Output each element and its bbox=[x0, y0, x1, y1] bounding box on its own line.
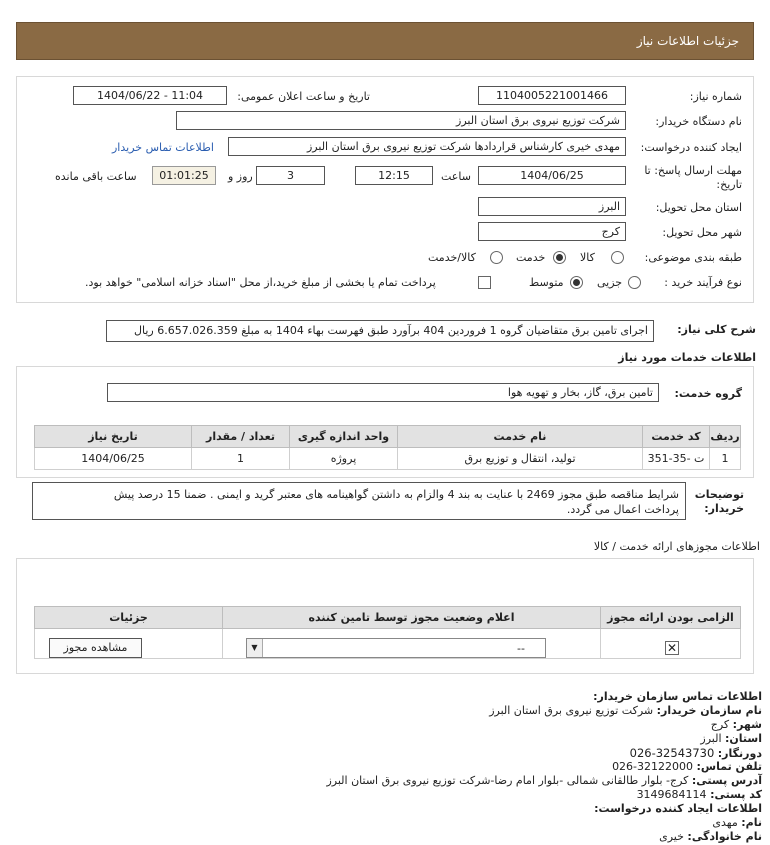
contact-province-line bbox=[700, 732, 762, 745]
category-service-label: خدمت bbox=[516, 251, 546, 264]
treasury-text: پرداخت تمام یا بخشی از مبلغ خرید،از محل "اسناد خزانه اسلامی" خواهد بود. bbox=[85, 276, 436, 289]
province-label: استان محل تحویل: bbox=[655, 201, 742, 214]
row-number: 1 bbox=[710, 448, 741, 470]
col-permit-required: الزامی بودن ارائه مجوز bbox=[601, 607, 741, 629]
process-minor-label: جزیی bbox=[597, 276, 623, 289]
services-table bbox=[34, 425, 741, 470]
description-label: شرح کلی نیاز: bbox=[677, 323, 756, 336]
creator-last-name-value: خیری bbox=[659, 830, 684, 843]
buyer-contact-link[interactable]: اطلاعات تماس خریدار bbox=[112, 141, 214, 154]
col-permit-status: اعلام وضعیت مجوز توسط تامین کننده bbox=[223, 607, 601, 629]
contact-city-label: شهر: bbox=[732, 718, 762, 731]
description-field: اجرای تامین برق متقاضیان گروه 1 فروردین 404 برآورد طبق فهرست بهاء 1404 به مبلغ 6.657.026.359 ریال bbox=[106, 320, 654, 342]
announce-label: تاریخ و ساعت اعلان عمومی: bbox=[237, 90, 370, 103]
days-field: 3 bbox=[256, 166, 325, 185]
contact-address-label: آدرس پستی: bbox=[691, 774, 762, 787]
process-label: نوع فرآیند خرید : bbox=[664, 276, 742, 289]
col-row: ردیف bbox=[710, 426, 741, 448]
remaining-time-field: 01:01:25 bbox=[152, 166, 216, 185]
province-field: البرز bbox=[478, 197, 626, 216]
process-medium-label: متوسط bbox=[529, 276, 564, 289]
requester-label: ایجاد کننده درخواست: bbox=[640, 141, 742, 154]
creator-title: اطلاعات ایجاد کننده درخواست: bbox=[594, 802, 762, 815]
announce-field: 1404/06/22 - 11:04 bbox=[73, 86, 227, 105]
service-group-field: تامین برق، گاز، بخار و تهویه هوا bbox=[107, 383, 659, 402]
creator-last-name-line bbox=[659, 830, 762, 843]
permit-status-select[interactable] bbox=[246, 638, 546, 658]
need-number-field: 1104005221001466 bbox=[478, 86, 626, 105]
page-header bbox=[16, 22, 754, 60]
contact-org-value: شرکت توزیع نیروی برق استان البرز bbox=[489, 704, 654, 717]
deadline-date-field: 1404/06/25 bbox=[478, 166, 626, 185]
category-service-radio[interactable] bbox=[553, 251, 566, 264]
buyer-notes-label-1: توضیحات bbox=[694, 488, 744, 501]
contact-fax-value: 026-32543730 bbox=[629, 746, 715, 760]
treasury-checkbox[interactable] bbox=[478, 276, 491, 289]
table-row bbox=[35, 448, 741, 470]
col-need-date: تاریخ نیاز bbox=[35, 426, 192, 448]
buyer-notes-label-2: خریدار: bbox=[704, 502, 744, 515]
deadline-time-label: ساعت bbox=[441, 170, 471, 183]
requester-field: مهدی خیری کارشناس قراردادها شرکت توزیع نیروی برق استان البرز bbox=[228, 137, 626, 156]
permit-status-value: -- bbox=[517, 642, 525, 655]
contact-address-line bbox=[326, 774, 762, 787]
contact-city-line bbox=[711, 718, 762, 731]
permit-required-checkbox: ✕ bbox=[666, 641, 678, 655]
city-field: کرج bbox=[478, 222, 626, 241]
creator-first-name-value: مهدی bbox=[712, 816, 738, 829]
contact-fax-label: دورنگار: bbox=[717, 747, 762, 760]
contact-phone-row bbox=[612, 760, 762, 773]
permits-section-title: اطلاعات مجوزهای ارائه خدمت / کالا bbox=[593, 540, 760, 553]
need-date: 1404/06/25 bbox=[35, 448, 192, 470]
view-permit-button[interactable]: مشاهده مجوز bbox=[49, 638, 142, 658]
city-label: شهر محل تحویل: bbox=[662, 226, 742, 239]
chevron-down-icon[interactable]: ▼ bbox=[247, 639, 263, 657]
contact-province-label: استان: bbox=[725, 732, 762, 745]
contact-phone-label: تلفن تماس: bbox=[696, 760, 762, 773]
col-service-name: نام خدمت bbox=[398, 426, 643, 448]
contact-phone-value: 026-32122000 bbox=[612, 760, 694, 773]
category-goods-service-radio[interactable] bbox=[490, 251, 503, 264]
buyer-org-label: نام دستگاه خریدار: bbox=[655, 115, 742, 128]
category-goods-service-label: کالا/خدمت bbox=[428, 251, 476, 264]
unit: پروژه bbox=[290, 448, 398, 470]
col-unit: واحد اندازه گیری bbox=[290, 426, 398, 448]
col-quantity: تعداد / مقدار bbox=[192, 426, 290, 448]
buyer-notes-line-2: پرداخت اعمال می گردد. bbox=[566, 503, 679, 516]
service-code: ت -35-351 bbox=[643, 448, 710, 470]
buyer-notes-line-1: شرایط مناقصه طبق مجوز 2469 با عنایت به بند 4 والزام به داشتن گواهینامه های معتبر گرید و ایمنی . ضمنا 15 درصد پیش bbox=[113, 488, 679, 501]
quantity: 1 bbox=[192, 448, 290, 470]
contact-province-value: البرز bbox=[700, 732, 722, 745]
process-minor-radio[interactable] bbox=[628, 276, 641, 289]
services-table-header bbox=[35, 426, 741, 448]
category-goods-radio[interactable] bbox=[611, 251, 624, 264]
contact-fax-line bbox=[630, 746, 762, 760]
col-permit-details: جزئیات bbox=[35, 607, 223, 629]
page-title: جزئیات اطلاعات نیاز bbox=[636, 34, 739, 48]
permits-table-header bbox=[35, 607, 741, 629]
contact-title: اطلاعات تماس سازمان خریدار: bbox=[593, 690, 762, 703]
buyer-notes-box bbox=[32, 482, 686, 520]
deadline-label-2: تاریخ: bbox=[716, 178, 742, 191]
category-label: طبقه بندی موضوعی: bbox=[644, 251, 742, 264]
buyer-org-field: شرکت توزیع نیروی برق استان البرز bbox=[176, 111, 626, 130]
deadline-time-field: 12:15 bbox=[355, 166, 433, 185]
contact-address-value: کرج- بلوار طالقانی شمالی -بلوار امام رضا-شرکت توزیع نیروی برق استان البرز bbox=[326, 774, 689, 787]
creator-last-name-label: نام خانوادگی: bbox=[687, 830, 762, 843]
contact-postal-value: 3149684114 bbox=[636, 788, 707, 801]
col-service-code: کد خدمت bbox=[643, 426, 710, 448]
service-group-label: گروه خدمت: bbox=[674, 387, 742, 400]
need-number-label: شماره نیاز: bbox=[689, 90, 742, 103]
creator-first-name-label: نام: bbox=[741, 816, 762, 829]
contact-org-line bbox=[489, 704, 762, 717]
contact-org-label: نام سازمان خریدار: bbox=[656, 704, 762, 717]
category-goods-label: کالا bbox=[580, 251, 595, 264]
creator-first-name-line bbox=[712, 816, 762, 829]
contact-postal-line bbox=[637, 788, 762, 801]
contact-postal-label: کد پستی: bbox=[710, 788, 762, 801]
deadline-label-1: مهلت ارسال پاسخ: تا bbox=[644, 164, 742, 177]
days-label: روز و bbox=[228, 170, 253, 183]
service-name: تولید، انتقال و توزیع برق bbox=[398, 448, 643, 470]
services-section-title: اطلاعات خدمات مورد نیاز bbox=[618, 351, 756, 364]
process-medium-radio[interactable] bbox=[570, 276, 583, 289]
remaining-label: ساعت باقی مانده bbox=[55, 170, 137, 183]
contact-city-value: کرج bbox=[710, 718, 730, 731]
